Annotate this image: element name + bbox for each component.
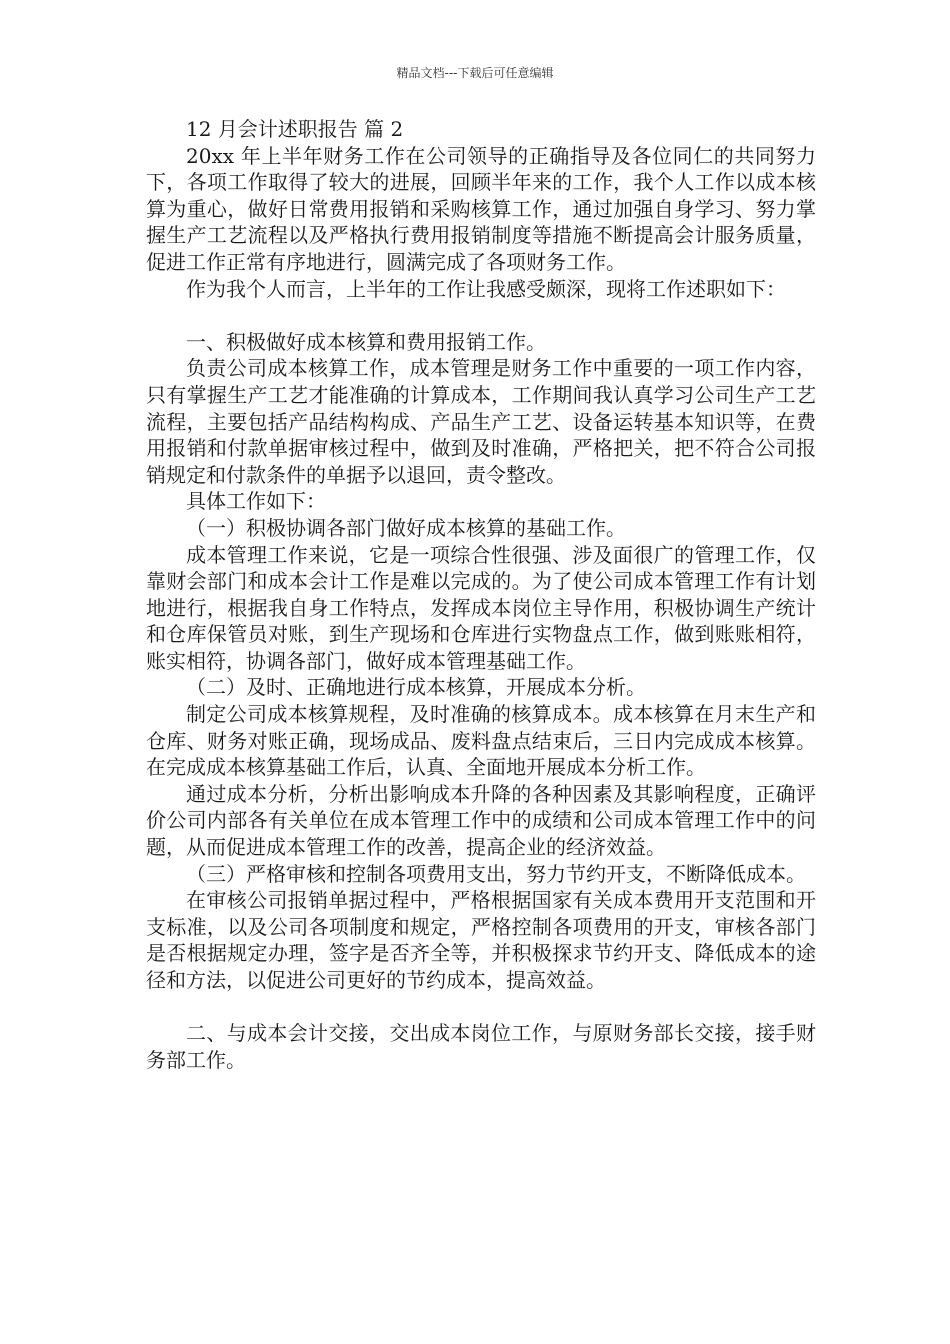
section-heading-2: 二、与成本会计交接，交出成本岗位工作，与原财务部长交接，接手财务部工作。 bbox=[146, 1021, 816, 1072]
paragraph-intro: 20xx 年上半年财务工作在公司领导的正确指导及各位同仁的共同努力下，各项工作取得了较大的进展，回顾半年来的工作，我个人工作以成本核算为重心，做好日常费用报销和采购核算工作，通过加强自身学习、努力掌握生产工艺流程以及严格执行费用报销制度等措施不断提高会计服务质量，促进工作正常有序地进行，圆满完成了各项财务工作。 bbox=[146, 143, 816, 274]
paragraph-coordination: 成本管理工作来说，它是一项综合性很强、涉及面很广的管理工作，仅靠财会部门和成本会计工作是难以完成的。为了使公司成本管理工作有计划地进行，根据我自身工作特点，发挥成本岗位主导作用，积极协调生产统计和仓库保管员对账，到生产现场和仓库进行实物盘点工作，做到账账相符，账实相符，协调各部门，做好成本管理基础工作。 bbox=[146, 542, 816, 673]
paragraph-details-intro: 具体工作如下： bbox=[186, 489, 326, 514]
paragraph-expense-review: 在审核公司报销单据过程中，严格根据国家有关成本费用开支范围和开支标准，以及公司各项制度和规定，严格控制各项费用的开支，审核各部门是否根据规定办理，签字是否齐全等，并积极探求节约开支、降低成本的途径和方法，以促进公司更好的节约成本，提高效益。 bbox=[146, 888, 816, 992]
document-body bbox=[146, 116, 816, 1073]
paragraph-summary: 作为我个人而言，上半年的工作让我感受颇深，现将工作述职如下： bbox=[186, 276, 786, 301]
subsection-heading-2: （二）及时、正确地进行成本核算，开展成本分析。 bbox=[186, 675, 646, 700]
section-heading-1: 一、积极做好成本核算和费用报销工作。 bbox=[186, 329, 546, 354]
paragraph-cost-analysis: 通过成本分析，分析出影响成本升降的各种因素及其影响程度，正确评价公司内部各有关单位在成本管理工作中的成绩和公司成本管理工作中的问题，从而促进成本管理工作的改善，提高企业的经济效益。 bbox=[146, 781, 816, 860]
subsection-heading-3: （三）严格审核和控制各项费用支出，努力节约开支，不断降低成本。 bbox=[186, 861, 806, 886]
paragraph-cost-rules: 制定公司成本核算规程，及时准确的核算成本。成本核算在月末生产和仓库、财务对账正确，现场成品、废料盘点结束后，三日内完成成本核算。在完成成本核算基础工作后，认真、全面地开展成本分析工作。 bbox=[146, 702, 816, 780]
document-title: 12 月会计述职报告 篇 2 bbox=[186, 117, 404, 141]
paragraph-cost-accounting: 负责公司成本核算工作，成本管理是财务工作中重要的一项工作内容，只有掌握生产工艺才能准确的计算成本，工作期间我认真学习公司生产工艺流程，主要包括产品结构构成、产品生产工艺、设备运转基本知识等，在费用报销和付款单据审核过程中，做到及时准确，严格把关，把不符合公司报销规定和付款条件的单据予以退回，责令整改。 bbox=[146, 356, 816, 487]
page-header: 精品文档---下载后可任意编辑 bbox=[396, 66, 554, 80]
subsection-heading-1: （一）积极协调各部门做好成本核算的基础工作。 bbox=[186, 515, 626, 540]
